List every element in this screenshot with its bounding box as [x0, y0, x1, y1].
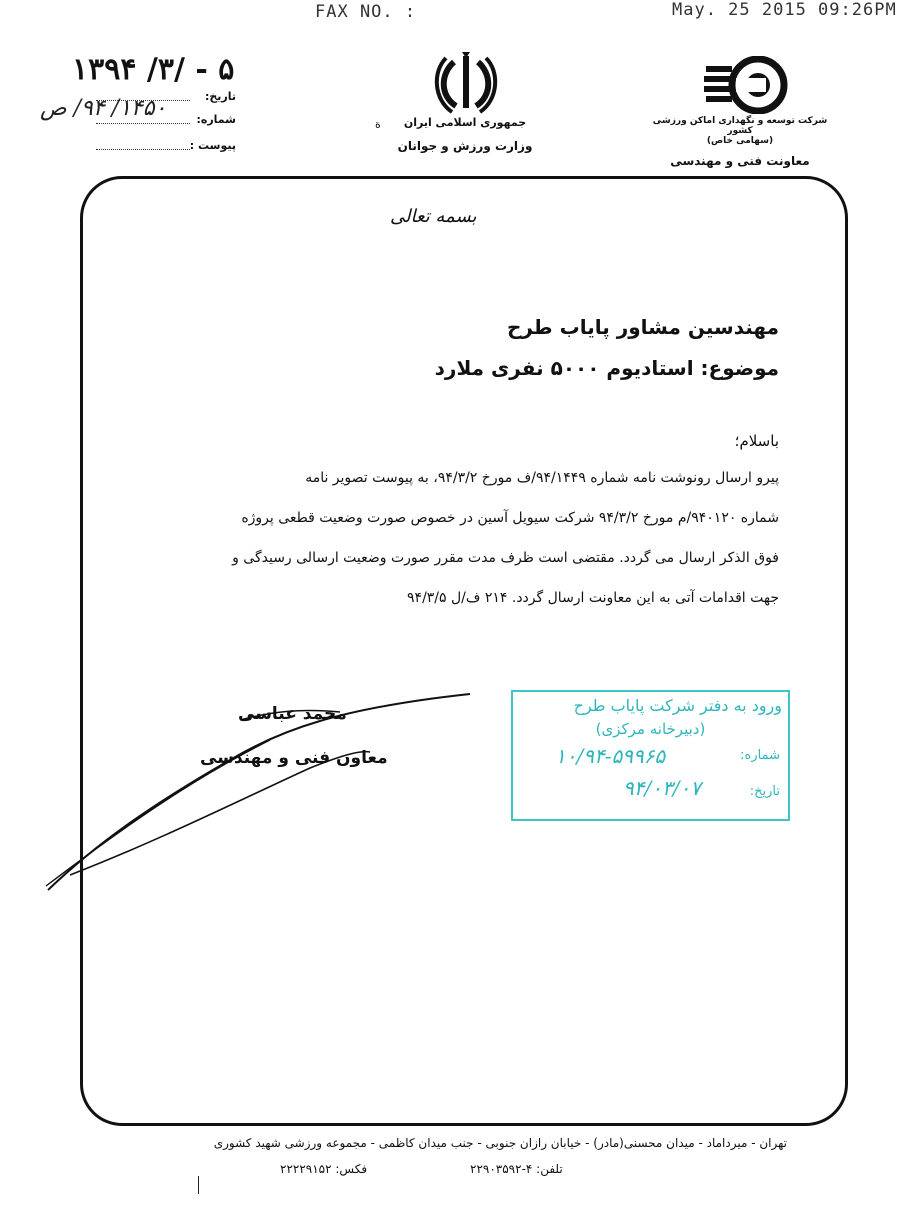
signer-title: معاون فنی و مهندسی — [200, 748, 388, 768]
body-line: شماره ۹۴۰۱۲۰/م مورخ ۹۴/۳/۲ شرکت سیویل آسین در خصوص صورت وضعیت قطعی پروژه — [241, 510, 779, 526]
meta-attachment-line — [96, 149, 190, 150]
footer-phone: تلفن: ۴-۲۲۹۰۳۵۹۲ — [470, 1162, 563, 1176]
stamp-subtitle: (دبیرخانه مرکزی) — [595, 720, 706, 738]
meta-attachment-row — [96, 139, 236, 157]
stamp-number-label: شماره: — [740, 748, 780, 763]
company-department: معاونت فنی و مهندسی — [670, 154, 810, 168]
company-logo-icon — [702, 56, 794, 114]
besmeh: بسمه تعالی — [390, 206, 477, 227]
ministry-name: وزارت ورزش و جوانان — [397, 139, 533, 153]
receipt-stamp — [511, 690, 790, 821]
subject-line: موضوع: استادیوم ۵۰۰۰ نفری ملارد — [434, 356, 779, 380]
meta-date-label: تاریخ: — [204, 90, 236, 103]
fax-timestamp: May. 25 2015 09:26PM — [672, 0, 897, 20]
company-name: شرکت توسعه و نگهداری اماکن ورزشی کشور — [652, 116, 828, 136]
stray-mark: ة — [375, 118, 381, 131]
footer-address: تهران - میرداماد - میدان محسنی(مادر) - خیابان رازان جنوبی - جنب میدان کاظمی - مجموعه ورزشی شهید کشوری — [213, 1136, 787, 1150]
stamp-date-label: تاریخ: — [749, 784, 780, 799]
margin-mark — [198, 1176, 199, 1194]
meta-number-label: شماره: — [196, 113, 236, 126]
body-line: پیرو ارسال رونوشت نامه شماره ۹۴/۱۴۴۹/ف مورخ ۹۴/۳/۲، به پیوست تصویر نامه — [305, 470, 779, 486]
stamp-number-value: ۱۰/۹۴-۵۹۹۶۵ — [555, 744, 666, 768]
handwritten-date: ۱۳۹۴ /۳/ - ۵ — [72, 52, 235, 87]
stamp-date-value: ۹۴/۰۳/۰۷ — [623, 776, 701, 800]
stamp-title: ورود به دفتر شرکت پایاب طرح — [573, 696, 782, 715]
body-line: جهت اقدامات آتی به این معاونت ارسال گردد. ۲۱۴ ف/ل ۹۴/۳/۵ — [407, 590, 779, 606]
company-type: (سهامی خاص) — [706, 136, 774, 146]
footer-fax: فکس: ۲۲۲۲۹۱۵۲ — [280, 1162, 368, 1176]
iran-emblem-icon — [432, 48, 500, 118]
recipient: مهندسین مشاور پایاب طرح — [506, 315, 779, 339]
body-line: فوق الذکر ارسال می گردد. مقتضی است ظرف مدت مقرر صورت وضعیت ارسالی رسیدگی و — [232, 550, 779, 566]
meta-number-value: ۱۴۵۰/ ۹۴/ ص — [40, 96, 167, 121]
center-org-name: جمهوری اسلامی ایران — [403, 116, 527, 129]
fax-number-header: FAX NO. : — [315, 2, 417, 22]
meta-attachment-label: پیوست : — [189, 139, 236, 152]
signer-name: محمد عباسی — [238, 704, 347, 724]
greeting: باسلام؛ — [734, 432, 779, 450]
meta-number-line — [96, 123, 190, 124]
